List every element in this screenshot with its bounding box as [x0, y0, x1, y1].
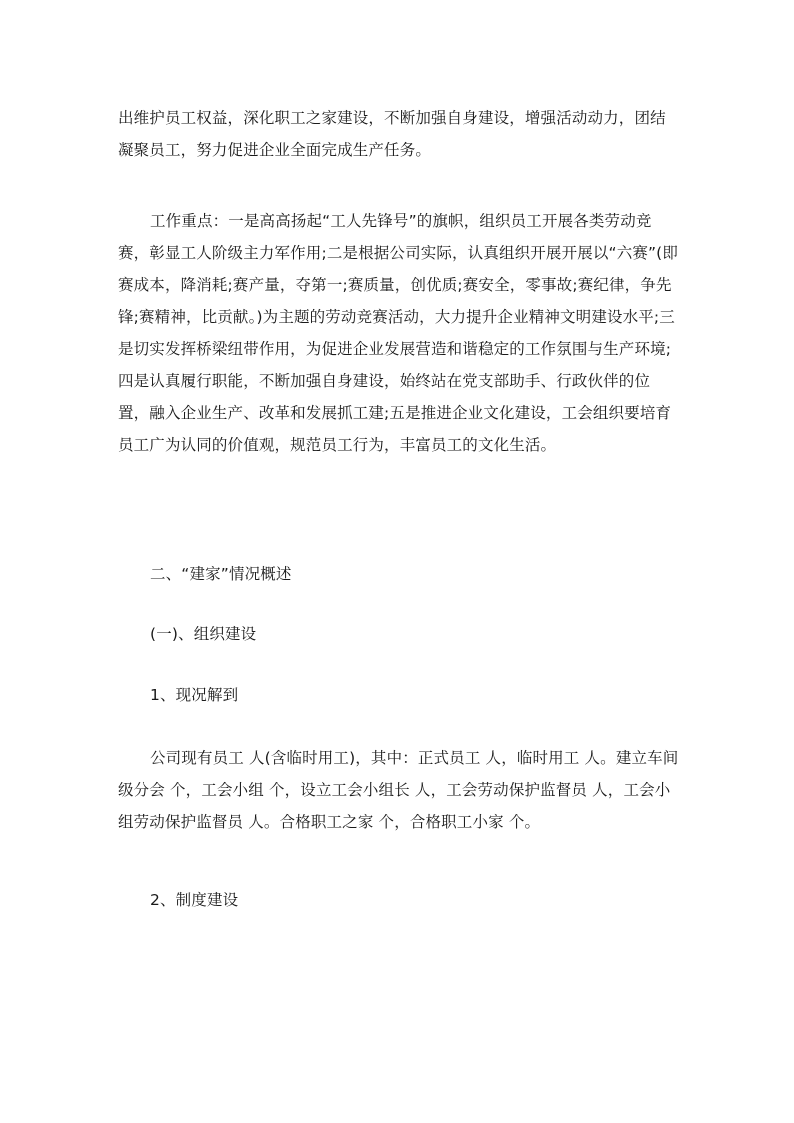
- item-heading-current-status: 1、现况解到: [150, 686, 239, 704]
- item-heading-system-building: 2、制度建设: [150, 891, 239, 909]
- paragraph-continuation: 出维护员工权益，深化职工之家建设，不断加强自身建设，增强活动动力，团结凝聚员工，努力促进企业全面完成生产任务。: [118, 109, 666, 159]
- paragraph-work-focus: 工作重点：一是高高扬起“工人先锋号”的旗帜，组织员工开展各类劳动竞赛，彰显工人阶级主力军作用;二是根据公司实际，认真组织开展开展以“六赛”(即赛成本，降消耗;赛产量，夺第一;赛质量，创优质;赛安全，零事故;赛纪律，争先锋;赛精神，比贡献。)为主题的劳动竞赛活动，大力提升企业精神文明建设水平;三是切实发挥桥梁纽带作用，为促进企业发展营造和谐稳定的工作氛围与生产环境;四是认真履行职能，不断加强自身建设，始终站在党支部助手、行政伙伴的位置，融入企业生产、改革和发展抓工建;五是推进企业文化建设，工会组织要培育员工广为认同的价值观，规范员工行为，丰富员工的文化生活。: [118, 212, 679, 454]
- section-heading-overview: 二、“建家”情况概述: [150, 565, 292, 583]
- subsection-heading-organization: (一)、组织建设: [150, 625, 257, 643]
- paragraph-staff-statistics: 公司现有员工 人(含临时用工)，其中：正式员工 人，临时用工 人。建立车间级分会 个，工会小组 个，设立工会小组长 人，工会劳动保护监督员 人，工会小组劳动保护监督员 人。合格职工之家 个，合格职工小家 个。: [118, 749, 679, 831]
